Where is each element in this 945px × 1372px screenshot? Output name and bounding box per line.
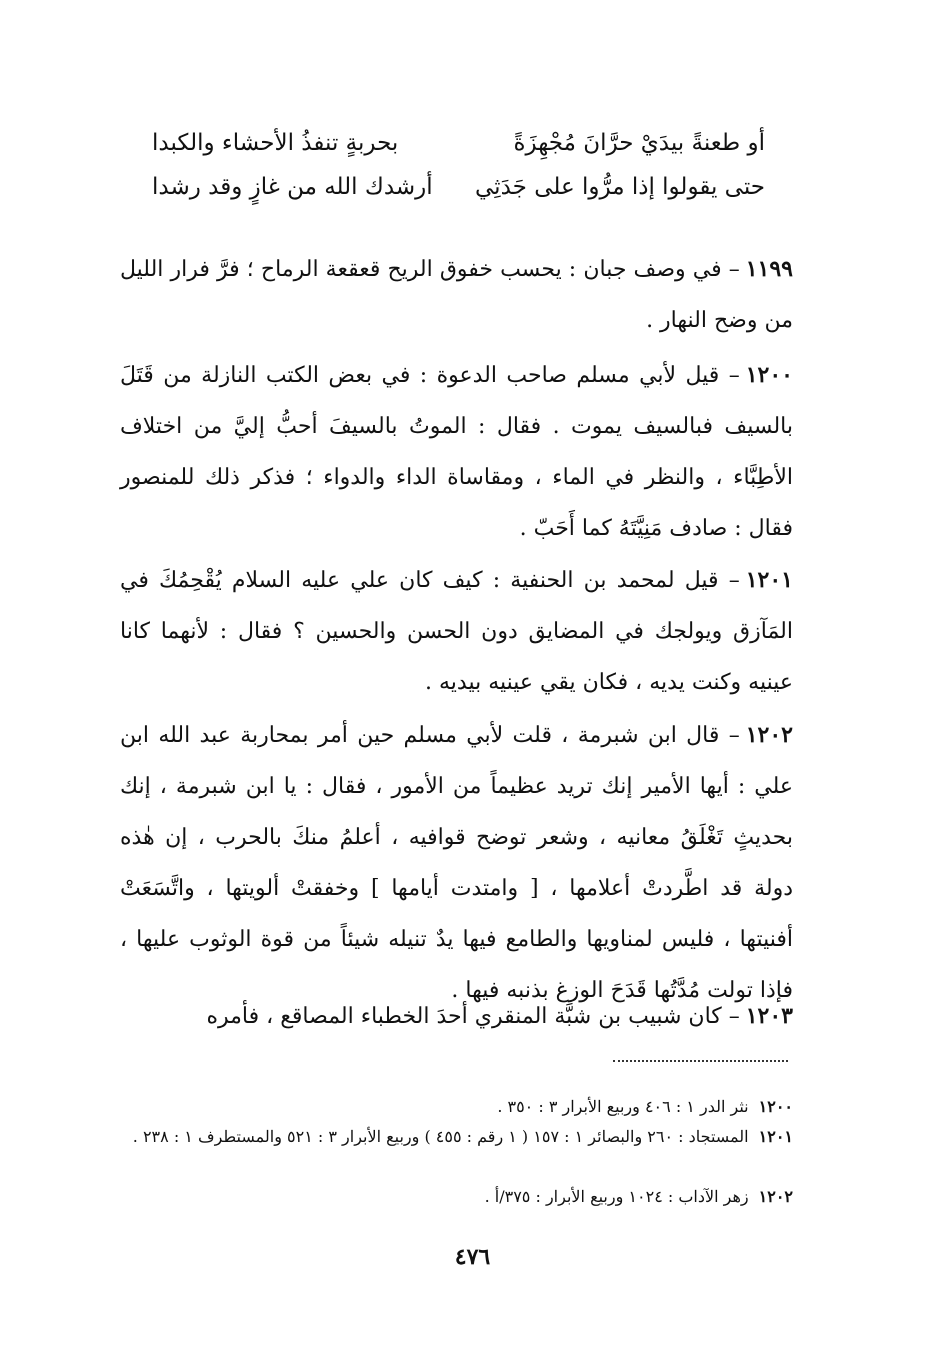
footnote [125,1091,793,1122]
verse-first-hemistich: أو طعنةً بيدَيْ حرَّانَ مُجْهِزَةً [513,130,765,156]
entry-text: – كان شبيب بن شبَّة المنقري أحدَ الخطباء المصاقع ، فأمره [206,1004,740,1029]
entry-text: – قيل لأبي مسلم صاحب الدعوة : في بعض الكتب النازلة من قَتَلَ بالسيف فبالسيف يموت . فقال : الموتُ بالسيفَ أحبُّ إليَّ من اختلاف الأطِبَّاء ، والنظر في الماء ، ومقاساة الداء والدواء ؛ فذكر ذلك للمنصور فقال : صادف مَنِيَّتَهُ كما أَحَبّ . [120,363,793,541]
poem-verse [152,170,765,204]
entry-number: ١٢٠٣ [745,1003,793,1029]
footnote-number: ١٢٠٠ [758,1097,793,1116]
entry-paragraph [120,710,793,1016]
entry-text: – قال ابن شبرمة ، قلت لأبي مسلم حين أمر بمحاربة عبد الله ابن علي : أيها الأمير إنك تريد عظيماً من الأمور ، فقال : يا ابن شبرمة ، إنك بحديثٍ تَغْلَقُ معانيه ، وشعر توضح قوافيه ، أعلمُ منكَ بالحرب ، إن هٰذه دولة قد اطَّردتْ أعلامها ، [ وامتدت أيامها ] وخفقتْ ألويتها ، واتَّسَعَتْ أفنيتها ، فليس لمناويها والطامع فيها يدٌ تنيله شيئاً من قوة الوثوب عليها ، فإذا تولت مُدَّتُها قَدَحَ الوزغ بذنبه فيها . [120,723,793,1003]
entry-text: – قيل لمحمد بن الحنفية : كيف كان علي عليه السلام يُقْحِمُكَ في المَآزق ويولجك في المضايق دون الحسن والحسين ؟ فقال : لأنهما كانا عينيه وكنت يديه ، فكان يقي عينيه بيديه . [120,568,793,695]
entry-number: ١٢٠١ [745,567,793,593]
entry-paragraph [120,555,793,708]
verse-second-hemistich: بحربةٍ تنفذُ الأحشاء والكبدا [152,130,399,156]
poem-verse [152,126,765,160]
footnote-number: ١٢٠١ [758,1127,793,1146]
footnote [125,1121,793,1152]
entry-paragraph [120,350,793,554]
footnote-number: ١٢٠٢ [758,1187,793,1206]
footnote [125,1181,793,1212]
entry-paragraph [120,244,793,346]
verse-first-hemistich: حتى يقولوا إذا مرُّوا على جَدَثِي [475,174,765,200]
entry-paragraph [120,991,793,1042]
verse-second-hemistich: أرشدك الله من غازٍ وقد رشدا [152,174,433,200]
entry-text: – في وصف جبان : يحسب خفوق الريح قعقعة الرماح ؛ فرَّ فرار الليل من وضح النهار . [120,257,793,333]
footnote-text: المستجاد : ٢٦٠ والبصائر ١ : ١٥٧ ( ١ رقم : ٤٥٥ ) وربيع الأبرار ٣ : ٥٢١ والمستطرف ١ : ٢٣٨ . [132,1127,749,1146]
entry-number: ١١٩٩ [745,256,793,282]
entry-number: ١٢٠٢ [745,722,793,748]
entry-number: ١٢٠٠ [745,362,793,388]
footnote-separator [613,1060,788,1062]
footnote-text: نثر الدر ١ : ٤٠٦ وربيع الأبرار ٣ : ٣٥٠ . [497,1097,749,1116]
footnote-text: زهر الآداب : ١٠٢٤ وربيع الأبرار : ٣٧٥/أ . [484,1187,749,1206]
page-number: ٤٧٦ [454,1244,491,1270]
